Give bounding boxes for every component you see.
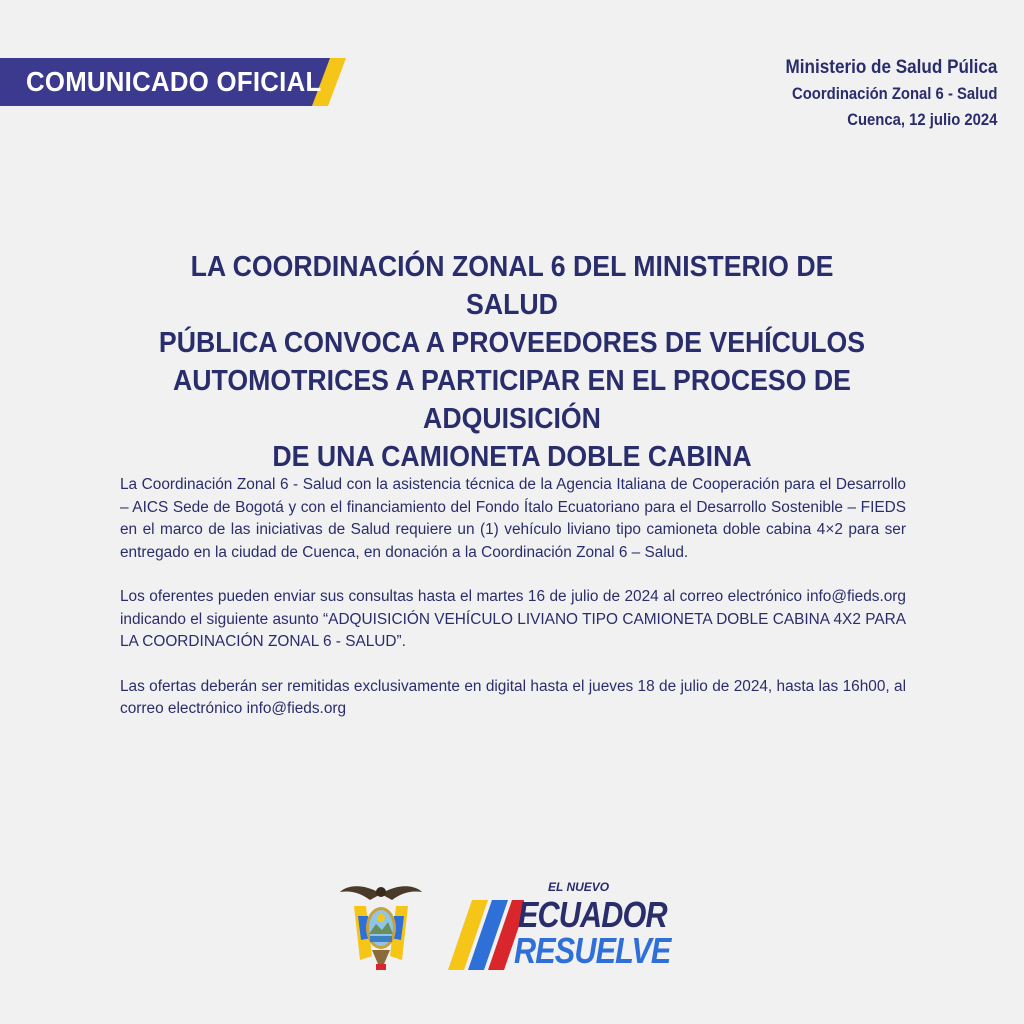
brand-line-resuelve: RESUELVE <box>514 930 671 971</box>
brand-line-el-nuevo: EL NUEVO <box>548 880 610 894</box>
ecuador-coat-of-arms-icon <box>336 876 426 976</box>
body-paragraph: La Coordinación Zonal 6 - Salud con la asistencia técnica de la Agencia Italiana de Cooperación para el Desarrollo – AICS Sede de Bogotá y con el financiamiento del Fondo Ítalo Ecuatoriano para el Desarrollo Sostenible – FIEDS en el marco de las iniciativas de Salud requiere un (1) vehículo liviano tipo camioneta doble cabina 4×2 para ser entregado en la ciudad de Cuenca, en donación a la Coordinación Zonal 6 – Salud. <box>120 476 906 561</box>
issuer-block <box>762 55 997 133</box>
brand-line-ecuador: ECUADOR <box>518 894 667 935</box>
footer-logos <box>336 876 676 976</box>
ministry-name: Ministerio de Salud Púlica <box>785 57 997 78</box>
body-paragraph: Las ofertas deberán ser remitidas exclusivamente en digital hasta el jueves 18 de julio de 2024, hasta las 16h00, al correo electrónico info@fieds.org <box>120 677 906 717</box>
place-date: Cuenca, 12 julio 2024 <box>846 111 997 129</box>
el-nuevo-ecuador-logo <box>444 876 676 976</box>
body-paragraph: Los oferentes pueden enviar sus consultas hasta el martes 16 de julio de 2024 al correo electrónico info@fieds.org indicando el siguiente asunto “ADQUISICIÓN VEHÍCULO LIVIANO TIPO CAMIONETA DOBLE CABINA 4X2 PARA LA COORDINACIÓN ZONAL 6 - SALUD”. <box>120 588 906 650</box>
headline-line: DE UNA CAMIONETA DOBLE CABINA <box>272 441 752 473</box>
banner-label: COMUNICADO OFICIAL <box>26 66 322 97</box>
zonal-unit: Coordinación Zonal 6 - Salud <box>791 85 997 103</box>
brand-stripes-icon <box>444 876 524 976</box>
headline-line: AUTOMOTRICES A PARTICIPAR EN EL PROCESO DE ADQUISICIÓN <box>173 365 851 435</box>
headline <box>151 248 872 476</box>
headline-line: LA COORDINACIÓN ZONAL 6 DEL MINISTERIO DE SALUD <box>190 251 834 321</box>
headline-line: PÚBLICA CONVOCA A PROVEEDORES DE VEHÍCULOS <box>158 327 866 359</box>
official-communique-banner <box>0 58 346 106</box>
body-text <box>120 474 906 743</box>
